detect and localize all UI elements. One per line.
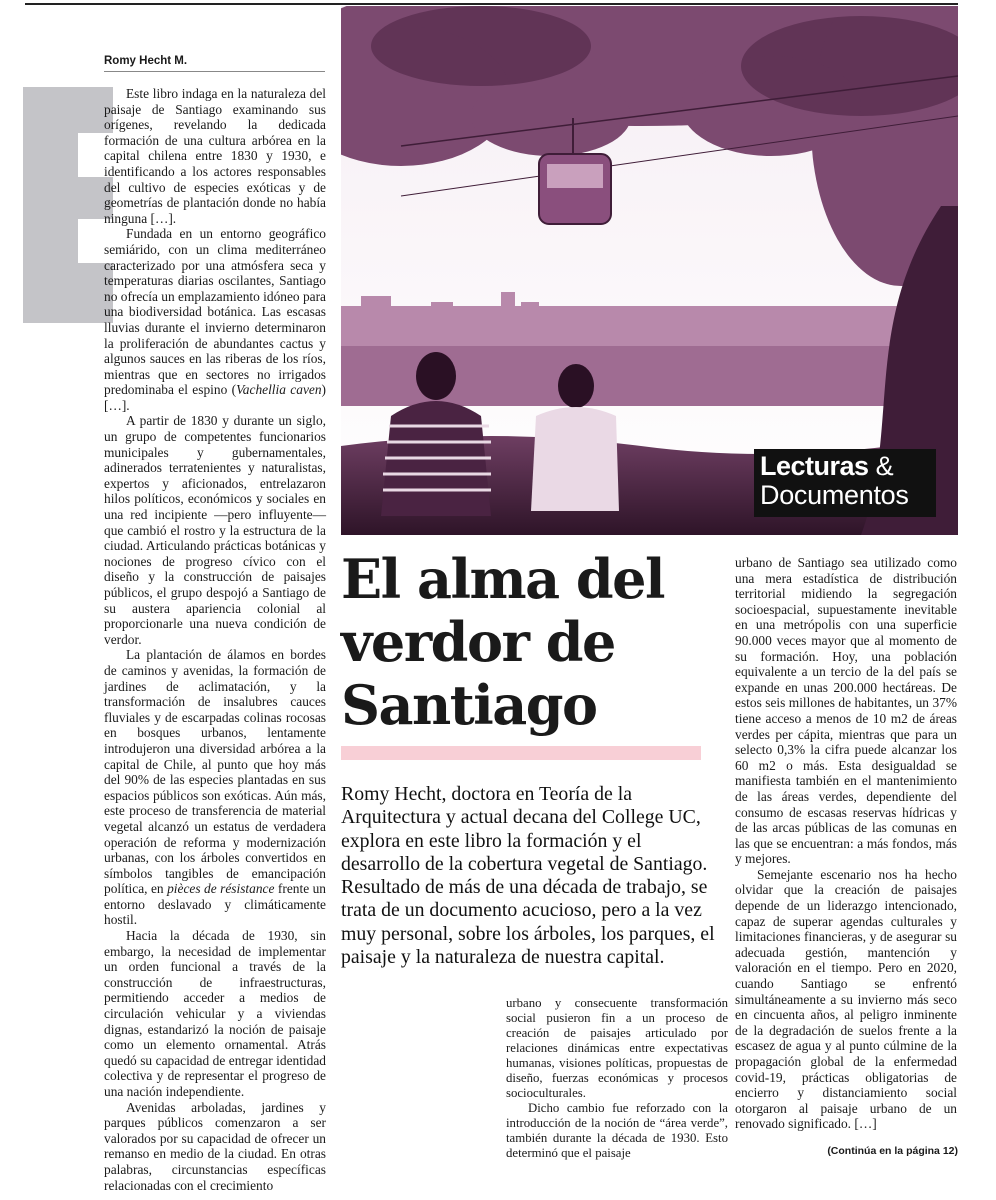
right-column <box>735 555 957 1132</box>
brand-ampersand: & <box>875 451 894 481</box>
left-paragraph-4-text: La plantación de álamos en bordes de caminos y avenidas, la formación de jardines de aclimatación, y la transformación de insalubres cauces fluviales y de escarpadas colinas rocosas en bosques urbanos, lentamente introdujeron una diversidad arbórea a la capital de Chile, al punto que hoy más del 90% de las especies plantadas en sus espacios públicos son exóticas. Aún más, este proceso de transferencia de material vegetal alcanzó un estatus de verdadera operación de reforma y modernización urbanas, con los árboles convertidos en símbolos tangibles de emancipación política, en <box>104 647 326 897</box>
left-paragraph-3: A partir de 1830 y durante un siglo, un grupo de competentes funcionarios municipales y gubernamentales, adinerados terratenientes y naturalistas, expertos y aficionados, entrelazaron hilos políticos, económicos y sociales en una red incipiente —pero influyente— que cambió el rostro y la estructura de la ciudad. Articulando prácticas botánicas y nociones de progreso cívico con el diseño y la construcción de paisajes públicos, el grupo despojó a Santiago de su austera apariencia colonial al proporcionarle una nueva condición de verdor. <box>104 413 326 647</box>
top-rule <box>25 3 958 5</box>
left-paragraph-2 <box>104 226 326 413</box>
left-paragraph-4-end: frente un entorno deslavado y climáticamente hostil. <box>104 881 326 928</box>
middle-paragraph-2: Dicho cambio fue reforzado con la introducción de la noción de “área verde”, también durante la década de 1930. Esto determinó que el paisaje <box>506 1101 728 1160</box>
left-paragraph-5: Hacia la década de 1930, sin embargo, la necesidad de implementar un orden funcional a través de la construcción de infraestructuras, permitiendo acceder a medios de circulación vehicular y a viviendas dignas, estandarizó la noción de paisaje como un elemento ornamental. Atrás quedó su capacidad de entregar identidad colectiva y de representar el progreso de una nación independiente. <box>104 928 326 1099</box>
middle-paragraph-1: urbano y consecuente transformación social pusieron fin a un proceso de creación de paisajes articulado por relaciones dinámicas entre expectativas humanas, visiones políticas, propuestas de diseño, fuerzas económicas y procesos socioculturales. <box>506 996 728 1100</box>
drop-cap-letter <box>23 87 113 323</box>
left-paragraph-2-end: ) […]. <box>104 382 326 413</box>
brand-line-2: Documentos <box>760 480 909 510</box>
headline: El alma del verdor de Santiago <box>341 547 665 737</box>
middle-column <box>506 996 728 1161</box>
brand-line-1 <box>760 451 893 482</box>
accent-bar <box>341 746 701 760</box>
brand-word-lecturas: Lecturas <box>760 451 869 481</box>
section-brand-box <box>754 449 936 517</box>
left-paragraph-2-text: Fundada en un entorno geográfico semiárido, con un clima mediterráneo caracterizado por una atmósfera seca y temperaturas diarias oscilantes, Santiago no ofrecía un emplazamiento idóneo para una biodiversidad botánica. Las escasas lluvias durante el invierno determinaron la proliferación de abundantes cactus y algunos sauces en las riberas de los ríos, mientras que en sectores no irrigados predominaba el espino ( <box>104 226 326 398</box>
author-rule <box>104 71 325 72</box>
left-column <box>104 86 326 1193</box>
continuation-note: (Continúa en la página 12) <box>827 1145 958 1157</box>
italic-phrase: pièces de résistance <box>167 881 275 897</box>
right-paragraph-1: urbano de Santiago sea utilizado como una mera estadística de distribución territorial midiendo la segregación socioespacial, supuestamente inevitable en una metrópolis con una superficie 90.000 veces mayor que al momento de su formación. Hoy, una población equivalente a un tercio de la del país se expande en unas 200.000 hectáreas. De estos seis millones de habitantes, un 37% tiene acceso a menos de 10 m2 de áreas verdes per cápita, mientras que para un selecto 0,3% la cifra puede alcanzar los 60 m2 o más. Esta desigualdad se manifiesta también en el mantenimiento de las áreas verdes, dependiente del consumo de escasas reservas hídricas y de las arcas públicas de las comunas en las que se encuentran: a más fondos, más y mejores. <box>735 555 957 867</box>
left-paragraph-6: Avenidas arboladas, jardines y parques públicos comenzaron a ser valorados por su capacidad de ofrecer un remanso en medio de la ciudad. En otras palabras, circunstancias específicas relacionadas con el crecimiento <box>104 1099 326 1193</box>
right-paragraph-2: Semejante escenario nos ha hecho olvidar que la creación de paisajes depende de un liderazgo intencionado, capaz de superar agendas culturales y limitaciones financieras, y de asegurar su adecuada gestión, mantención y valoración en el tiempo. Pero en 2020, cuando Santiago se enfrentó simultáneamente a su invierno más seco en cincuenta años, al peligro inminente de la degradación de suelos frente a la escasez de agua y al punto cúlmine de la propagación global de la enfermedad covid-19, prácticas obligatorias de encierro y distanciamiento social otorgaron al paisaje urbano de un renovado significado. […] <box>735 866 957 1132</box>
left-paragraph-4 <box>104 647 326 928</box>
species-name: Vachellia caven <box>236 382 322 398</box>
lead-paragraph: Romy Hecht, doctora en Teoría de la Arquitectura y actual decana del College UC, explora en este libro la formación y el desarrollo de la cobertura vegetal de Santiago. Resultado de más de una década de trabajo, se trata de un documento acucioso, pero a la vez muy personal, sobre los árboles, los parques, el paisaje y la naturaleza de nuestra capital. <box>341 783 715 969</box>
author-name: Romy Hecht M. <box>104 55 188 67</box>
left-paragraph-1: Este libro indaga en la naturaleza del paisaje de Santiago examinando sus orígenes, revelando la dedicada formación de una cultura arbórea en la capital chilena entre 1830 y 1930, e identificando a los actores responsables del cultivo de especies exóticas y de geometrías de plantación donde no había ninguna […]. <box>104 86 326 226</box>
